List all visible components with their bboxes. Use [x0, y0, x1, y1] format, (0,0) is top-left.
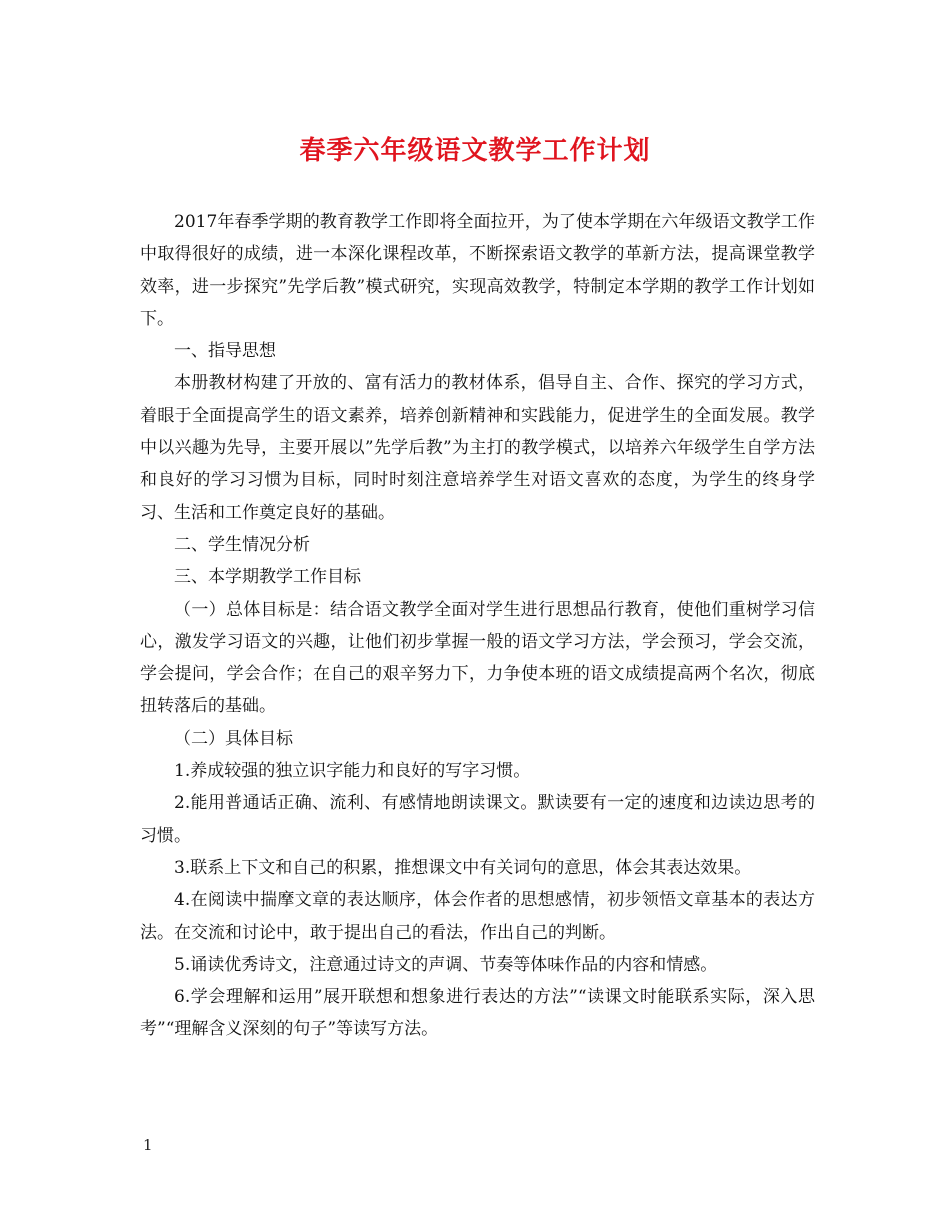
list-item-goal-4: 4.在阅读中揣摩文章的表达顺序，体会作者的思想感情，初步领悟文章基本的表达方法。在交流和讨论中，敢于提出自己的看法，作出自己的判断。	[140, 890, 815, 943]
list-item-goal-6: 6.学会理解和运用”展开联想和想象进行表达的方法”“读课文时能联系实际，深入思考”“理解含义深刻的句子”等读写方法。	[140, 987, 815, 1040]
heading-semester-goals: 三、本学期教学工作目标	[174, 567, 361, 588]
page-number: 1	[143, 1136, 153, 1154]
list-item-goal-5: 5.诵读优秀诗文，注意通过诗文的声调、节奏等体味作品的内容和情感。	[174, 954, 718, 975]
heading-specific-goals: （二）具体目标	[174, 728, 293, 749]
heading-student-analysis: 二、学生情况分析	[174, 534, 310, 555]
heading-guiding-ideology: 一、指导思想	[174, 341, 276, 362]
list-item-goal-2: 2.能用普通话正确、流利、有感情地朗读课文。默读要有一定的速度和边读边思考的习惯。	[140, 793, 815, 846]
paragraph-guiding-ideology: 本册教材构建了开放的、富有活力的教材体系，倡导自主、合作、探究的学习方式，着眼于全面提高学生的语文素养，培养创新精神和实践能力，促进学生的全面发展。教学中以兴趣为先导，主要开展以”先学后教”为主打的教学模式，以培养六年级学生自学方法和良好的学习习惯为目标，同时时刻注意培养学生对语文喜欢的态度，为学生的终身学习、生活和工作奠定良好的基础。	[140, 373, 815, 523]
paragraph-intro: 2017年春季学期的教育教学工作即将全面拉开，为了使本学期在六年级语文教学工作中取得很好的成绩，进一本深化课程改革，不断探索语文教学的革新方法，提高课堂教学效率，进一步探究”先学后教”模式研究，实现高效教学，特制定本学期的教学工作计划如下。	[140, 212, 815, 329]
document-title: 春季六年级语文教学工作计划	[299, 136, 651, 166]
list-item-goal-1: 1.养成较强的独立识字能力和良好的写字习惯。	[174, 761, 531, 782]
paragraph-overall-goal: （一）总体目标是：结合语文教学全面对学生进行思想品行教育，使他们重树学习信心，激发学习语文的兴趣，让他们初步掌握一般的语文学习方法，学会预习，学会交流，学会提问，学会合作；在自己的艰辛努力下，力争使本班的语文成绩提高两个名次，彻底扭转落后的基础。	[140, 599, 815, 717]
list-item-goal-3: 3.联系上下文和自己的积累，推想课文中有关词句的意思，体会其表达效果。	[174, 857, 752, 878]
document-body	[140, 206, 815, 1046]
